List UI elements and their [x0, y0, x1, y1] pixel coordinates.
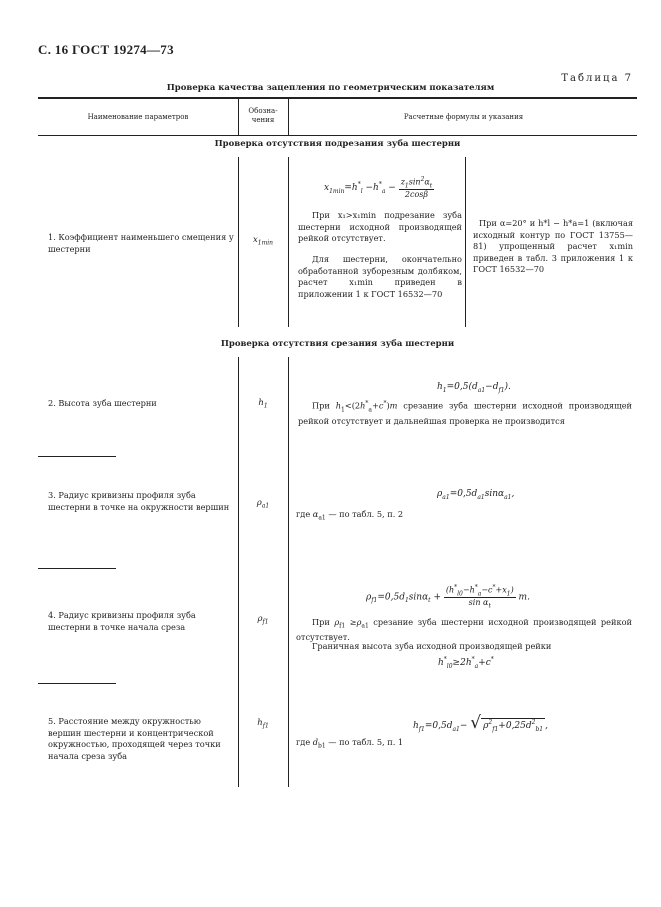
header-bottom-rule — [38, 135, 637, 136]
row1-symbol: $x_{1min}$ — [252, 235, 274, 247]
col-divider-1-header — [238, 98, 239, 135]
row2-name: 2. Высота зуба шестерни — [48, 398, 157, 408]
col-header-formula: Расчетные формулы и указания — [403, 113, 524, 121]
row4-note2: Граничная высота зуба исходной производящей рейки — [312, 641, 552, 651]
row-separator-4 — [38, 683, 116, 684]
section-undercut-title: Проверка отсутствия подрезания зуба шестерни — [214, 139, 461, 149]
row1-name: 1. Коэффициент наименьшего смещения у шестерни — [48, 232, 234, 254]
row5-name: 5. Расстояние между окружностью вершин шестерни и концентрической окружностью, проходящей через точки начала среза зуба — [48, 716, 221, 761]
row5-symbol: $h_{f1}$ — [257, 718, 269, 730]
row3-note: где $\alpha_{a1}$ — по табл. 5, п. 2 — [296, 509, 404, 522]
table-number: Таблица 7 — [561, 73, 633, 84]
row2-symbol: $h_1$ — [258, 398, 268, 410]
row3-symbol: $\rho_{a1}$ — [256, 498, 270, 510]
row2-formula: $h_1=0,5(d_{a1}-d_{f1})$. — [437, 382, 511, 394]
rows-col-divider-1 — [238, 357, 239, 787]
row1-col-divider-3 — [465, 157, 466, 327]
rows-col-divider-2 — [288, 357, 289, 787]
col-divider-2-header — [288, 98, 289, 135]
row2-note: При $h_1<(2h^*_a+c^*)m$ срезание зуба шестерни исходной производящей рейкой отсутствует и дальнейшая проверка не производится — [298, 400, 632, 426]
row5-note: где $d_{b1}$ — по табл. 5, п. 1 — [296, 737, 404, 750]
row1-note-left: При x₁>x₁min подрезание зуба шестерни исходной производящей рейкой отсутствует. — [298, 210, 462, 243]
row3-formula: $\rho_{a1}=0,5d_{a1}\sin\alpha_{a1}$, — [437, 489, 515, 501]
row-separator-2 — [38, 456, 116, 457]
table-caption: Проверка качества зацепления по геометрическим показателям — [166, 83, 495, 93]
col-header-symbol: Обозна- чения — [248, 107, 278, 124]
row1-note-right: При α=20° и h*l − h*a=1 (включая исходный контур по ГОСТ 13755—81) упрощенный расчет x₁min приведен в табл. 3 приложения 1 к ГОСТ 16532—70 — [473, 218, 633, 274]
row1-col-divider-2 — [288, 157, 289, 327]
row1-col-divider-1 — [238, 157, 239, 327]
table-top-rule — [38, 97, 637, 99]
col-header-name: Наименование параметров — [87, 113, 189, 121]
row3-name: 3. Радиус кривизны профиля зуба шестерни в точке на окружности вершин — [48, 490, 230, 512]
row4-name: 4. Радиус кривизны профиля зуба шестерни в точке начала среза — [48, 610, 196, 632]
row-separator-3 — [38, 568, 116, 569]
row1-formula: $x_{1min}=h^*_l -h^*_a$ − $\frac{z_1\sin^2\alpha_t}{2\cos\beta}$ — [324, 176, 433, 200]
row4-symbol: $\rho_{f1}$ — [257, 614, 269, 626]
row4-note: При $\rho_{f1} \ge\rho_{a1}$ срезание зуба шестерни исходной производящей рейкой отсутствует. — [296, 617, 632, 643]
row1-note-left2: Для шестерни, окончательно обработанной зуборезным долбяком, расчет x₁min приведен в приложении 1 к ГОСТ 16532—70 — [298, 254, 462, 299]
section-cutoff-title: Проверка отсутствия срезания зуба шестерни — [220, 339, 455, 349]
row4-formula: $\rho_{f1}=0,5d_1\sin\alpha_t$ + $\frac{(h^*_{l0}-h^*_a-c^*+x_1)}{\sin \alpha_t}$ m. — [366, 584, 530, 610]
page-header: С. 16 ГОСТ 19274—73 — [38, 42, 174, 57]
row4-formula2: $h^*_{l0}\ge 2h^*_a+c^*$ — [438, 656, 494, 670]
row5-formula: $h_{f1}=0,5d_{a1}-$ √ $\rho^2_{f1}+0,25d^2_{b1}$ , — [413, 713, 549, 733]
